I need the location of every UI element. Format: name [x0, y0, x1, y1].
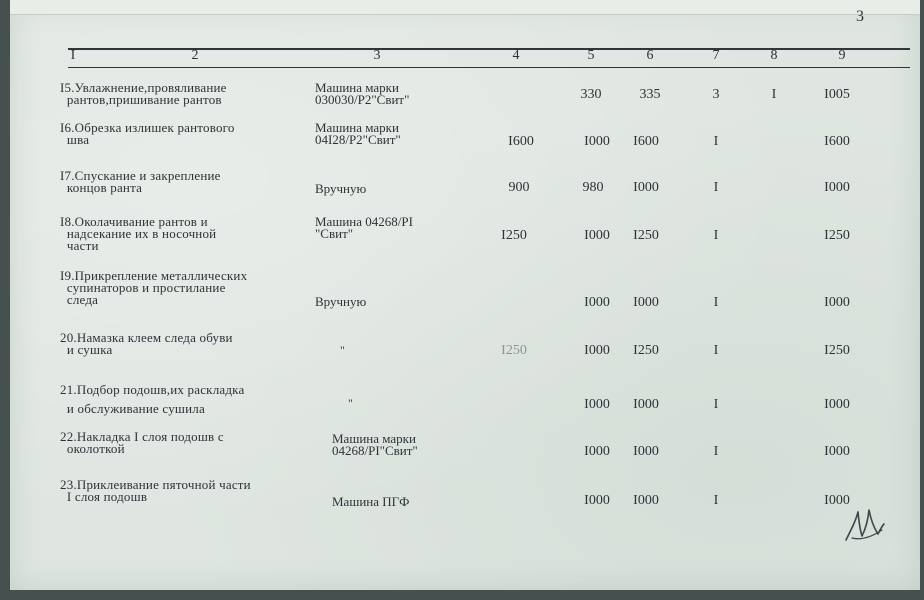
- col9-value: I000: [824, 295, 850, 310]
- col7-value: 3: [712, 87, 720, 102]
- col7-value: I: [713, 397, 719, 412]
- col5-value: 330: [580, 87, 602, 102]
- ditto-mark: ": [340, 343, 345, 357]
- col9-value: I005: [824, 87, 850, 102]
- column-header-8: 8: [770, 48, 778, 63]
- col5-value: I000: [584, 295, 610, 310]
- col9-value: I600: [824, 134, 850, 149]
- equipment: Машина марки 04I28/Р2"Свит": [315, 120, 401, 147]
- operation-description: I8.Околачивание рантов и надсекание их в носочной части: [60, 214, 217, 253]
- col7-value: I: [713, 444, 719, 459]
- handwritten-initials: [838, 490, 888, 550]
- operation-description: I7.Спускание и закрепление концов ранта: [60, 168, 221, 195]
- col9-value: I000: [824, 397, 850, 412]
- operation-description: 20.Намазка клеем следа обуви и сушка: [60, 330, 233, 357]
- col6-value: I250: [633, 343, 659, 358]
- equipment: Машина марки 030030/Р2"Свит": [315, 80, 410, 107]
- equipment: Машина ПГФ: [332, 494, 410, 509]
- column-header-3: 3: [373, 48, 381, 63]
- col6-value: I000: [633, 397, 659, 412]
- col4-value: 900: [508, 180, 530, 195]
- col6-value: I250: [633, 228, 659, 243]
- column-header-6: 6: [646, 48, 654, 63]
- operation-description: I6.Обрезка излишек рантового шва: [60, 120, 235, 147]
- operation-description: 21.Подбор подошв,их раскладка и обслуживание сушила: [60, 382, 245, 416]
- col7-value: I: [713, 493, 719, 508]
- col5-value: I000: [584, 493, 610, 508]
- column-header-4: 4: [512, 48, 520, 63]
- col7-value: I: [713, 343, 719, 358]
- column-header-5: 5: [587, 48, 595, 63]
- column-header-9: 9: [838, 48, 846, 63]
- col4-value: I600: [508, 134, 534, 149]
- col9-value: I000: [824, 180, 850, 195]
- equipment: Машина 04268/РI "Свит": [315, 214, 413, 241]
- col5-value: I000: [584, 444, 610, 459]
- column-header-7: 7: [712, 48, 720, 63]
- operation-description: 22.Накладка I слоя подошв с околоткой: [60, 429, 224, 456]
- col9-value: I000: [824, 493, 850, 508]
- col7-value: I: [713, 134, 719, 149]
- operation-description: 23.Приклеивание пяточной части I слоя подошв: [60, 477, 251, 504]
- col9-value: I250: [824, 343, 850, 358]
- previous-page-edge: [10, 0, 920, 15]
- equipment: Вручную: [315, 181, 367, 196]
- col6-value: I000: [633, 493, 659, 508]
- operation-description: I5.Увлажнение,провяливание рантов,пришивание рантов: [60, 80, 227, 107]
- col5-value: I000: [584, 228, 610, 243]
- operation-description: I9.Прикрепление металлических супинаторов и простилание следа: [60, 268, 248, 307]
- page-number: 3: [856, 8, 864, 25]
- col5-value: I000: [584, 134, 610, 149]
- col4-value: I250: [501, 343, 527, 358]
- col7-value: I: [713, 295, 719, 310]
- col8-value: I: [771, 87, 777, 102]
- col5-value: I000: [584, 397, 610, 412]
- col9-value: I250: [824, 228, 850, 243]
- header-bottom-rule: [68, 67, 910, 68]
- col4-value: I250: [501, 228, 527, 243]
- col5-value: I000: [584, 343, 610, 358]
- ditto-mark: ": [348, 396, 353, 410]
- column-header-1: I: [70, 48, 76, 63]
- col7-value: I: [713, 180, 719, 195]
- col7-value: I: [713, 228, 719, 243]
- equipment: Вручную: [315, 294, 367, 309]
- col5-value: 980: [582, 180, 604, 195]
- col6-value: I000: [633, 444, 659, 459]
- col6-value: I600: [633, 134, 659, 149]
- col6-value: 335: [639, 87, 661, 102]
- col9-value: I000: [824, 444, 850, 459]
- equipment: Машина марки 04268/РI"Свит": [332, 431, 418, 458]
- column-header-2: 2: [191, 48, 199, 63]
- col6-value: I000: [633, 295, 659, 310]
- col6-value: I000: [633, 180, 659, 195]
